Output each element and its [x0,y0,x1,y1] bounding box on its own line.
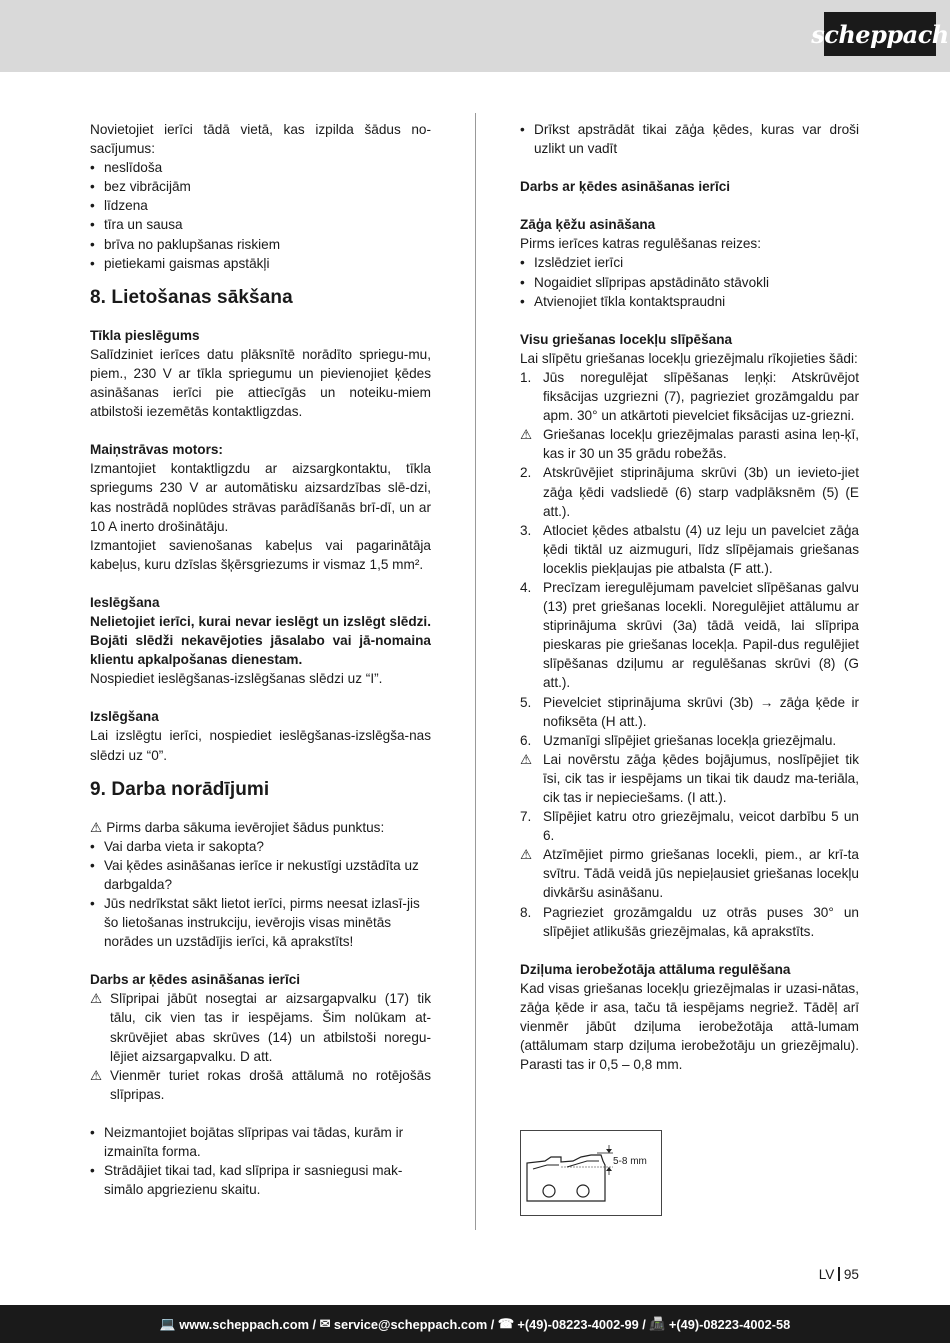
depth-text: Kad visas griešanas locekļu griezējmalas ir uzasi-nātas, zāģa ķēde ir asa, taču tā iespējams negriež. Tādēļ arī vienmēr jābūt dziļuma ierobežotāja attā-lumam (attālumam starp dziļuma ierobežotāju un griezējmalu). Parasti tas ir 0,5 – 0,8 mm. [520,980,859,1073]
computer-icon: 💻 [159,1316,180,1331]
step-number: 7. [520,809,532,825]
figure-label: 5-8 mm [613,1156,647,1167]
tail-list [90,1123,431,1199]
list-item: • neslīdoša [90,158,431,177]
footer-bar [0,1305,950,1343]
chain-heading: Zāģa ķēžu asināšana [520,217,656,233]
warning-triangle-icon: ⚠ [90,1067,103,1083]
chain-list [520,253,859,310]
motor-heading: Maiņstrāvas motors: [90,442,223,458]
warning-triangle-icon: ⚠ [520,427,533,443]
section-9-title: 9. Darba norādījumi [90,778,270,800]
intro-list [90,158,431,273]
page-number [819,1267,859,1282]
section-8-title: 8. Lietošanas sākšana [90,286,293,308]
step-number: 2. [520,465,532,481]
page-separator [838,1267,840,1281]
switch-on-text: Nospiediet ieslēgšanas-izslēgšanas slēdzi uz “I”. [90,671,383,687]
warning-triangle-icon: ⚠ [520,751,533,767]
header-bar [0,0,950,72]
chain-intro: Pirms ierīces katras regulēšanas reizes: [520,236,761,252]
step-item: 2. Atskrūvējiet stiprinājuma skrūvi (3b) un ievieto-jiet zāģa ķēdi vadsliedē (6) starp vadplāksnēm (5) (E att.). [520,465,859,519]
links-intro: Lai slīpētu griešanas locekļu griezējmalu rīkojieties šādi: [520,350,858,366]
list-item: • Atvienojiet tīkla kontaktspraudni [520,292,859,311]
footer-email[interactable]: service@scheppach.com / [333,1316,495,1332]
guard-warning: ⚠ Slīpripai jābūt nosegtai ar aizsargapvalku (17) tik tālu, cik vien tas ir iespējams. Šim nolūkam at-skrūvējiet abas skrūves (14) un atbilstoši noregu-lējiet aizsargapvalku. D att. [90,991,431,1064]
step-number: 6. [520,732,532,748]
list-item: • Vai ķēdes asināšanas ierīce ir nekustīgi uzstādīta uz darbgalda? [90,856,431,894]
step-item: 1. Jūs noregulējat slīpēšanas leņķi: Atskrūvējot fiksācijas uzgriezni (7), pagrieziet grozāmgaldu par apm. 30° un atkārtoti pievelciet fiksācijas uz-griezni. [520,369,859,424]
list-item: • pietiekami gaismas apstākļi [90,254,431,273]
intro-text: Novietojiet ierīci tādā vietā, kas izpilda šādus no-sacījumus: [90,122,431,157]
footer-phone: +(49)-08223-4002-99 / [517,1316,646,1332]
step-number: 5. [520,694,532,710]
footer-web[interactable]: www.scheppach.com / [179,1316,317,1332]
brand-logo: scheppach [824,12,936,56]
steps-list [520,368,859,941]
step-warning: ⚠ Lai novērstu zāģa ķēdes bojājumus, noslīpējiet tik īsi, cik tas ir iespējams un tikai tik daudz ma-teriāla, cik tas ir nepieciešams. (I att.). [520,751,859,805]
switch-on-warning: Nelietojiet ierīci, kurai nevar ieslēgt un izslēgt slēdzi. Bojāti slēdži nekavējoties jāsalabo vai jā-nomaina klientu apkalpošanas dienestam. [90,613,431,668]
warning-triangle-icon: ⚠ [90,991,103,1007]
step-item: 6. Uzmanīgi slīpējiet griešanas locekļa griezējmalu. [520,731,859,750]
footer-fax: +(49)-08223-4002-58 [668,1316,791,1332]
step-number: 4. [520,579,532,595]
top-list [520,120,859,158]
step-item: 5. Pievelciet stiprinājuma skrūvi (3b) → zāģa ķēde ir nofiksēta (H att.). [520,694,859,729]
step-number: 1. [520,369,532,385]
chain-link-drawing [521,1131,661,1215]
depth-gauge-figure [520,1130,662,1216]
switch-off-text: Lai izslēgtu ierīci, nospiediet ieslēgšanas-izslēgša-nas slēdzi uz “0”. [90,728,431,763]
list-item: • Nogaidiet slīpripas apstādināto stāvokli [520,273,859,292]
motor-text-2: Izmantojiet savienošanas kabeļus vai pagarinātāja kabeļus, kuru dzīslas šķērsgriezums ir vismaz 1,5 mm². [90,537,431,572]
step-warning: ⚠ Atzīmējiet pirmo griešanas locekli, piem., ar krī-ta svītru. Tādā veidā jūs nepieļausiet griešanas locekļu divkāršu asināšanu. [520,847,859,901]
page-num: 95 [843,1267,859,1282]
list-item: • līdzena [90,196,431,215]
links-heading: Visu griešanas locekļu slīpēšana [520,331,733,347]
sharpener-heading-left: Darbs ar ķēdes asināšanas ierīci [90,972,301,988]
sharpener-heading-right: Darbs ar ķēdes asināšanas ierīci [520,179,731,195]
left-column [90,120,431,1199]
depth-heading: Dziļuma ierobežotāja attāluma regulēšana [520,961,791,977]
work-list [90,837,431,952]
list-item: • Jūs nedrīkstat sākt lietot ierīci, pirms neesat izlasī-jis šo lietošanas instrukciju, ievērojis visas minētās norādes un uzstādījis ierīci, kā aprakstīts! [90,894,431,951]
warning-triangle-icon: ⚠ [520,847,533,863]
column-divider [475,113,476,1230]
switch-on-heading: Ieslēgšana [90,594,160,610]
step-number: 8. [520,904,532,920]
hands-warning: ⚠ Vienmēr turiet rokas drošā attālumā no rotējošās slīpripas. [90,1067,431,1102]
step-item: 3. Atlociet ķēdes atbalstu (4) uz leju un pavelciet zāģa ķēdi tiktāl uz aizmuguri, līdz slīpējamais griešanas loceklis piekļaujas pie atbalsta (F att.). [520,522,859,576]
list-item: • Vai darba vieta ir sakopta? [90,837,431,856]
fax-icon: 📠 [645,1316,669,1331]
list-item: • brīva no paklupšanas riskiem [90,235,431,254]
step-item: 8. Pagrieziet grozāmgaldu uz otrās puses 30° un slīpējiet atlikušās griezējmalas, kā aprakstīts. [520,904,859,939]
step-item: 7. Slīpējiet katru otro griezējmalu, veicot darbību 5 un 6. [520,809,859,844]
warning-triangle-icon: ⚠ [90,819,103,835]
mains-heading: Tīkla pieslēgums [90,327,200,343]
phone-icon: ☎ [494,1316,518,1331]
list-item: • Strādājiet tikai tad, kad slīpripa ir sasniegusi mak-simālo apgriezienu skaitu. [90,1161,431,1199]
mains-text: Salīdziniet ierīces datu plāksnītē norādīto spriegu-mu, piem., 230 V ar tīkla spriegumu un pievienojiet ķēdes asināšanas ierīci pie attiecīgās un noteiku-miem atbilstoši iezemētās kontaktligzdas. [90,346,431,420]
list-item: • Drīkst apstrādāt tikai zāģa ķēdes, kuras var droši uzlikt un vadīt [520,120,859,158]
list-item: • bez vibrācijām [90,177,431,196]
step-item: 4. Precīzam ieregulējumam pavelciet slīpēšanas galvu (13) pret griešanas locekli. Noregulējiet attālumu ar stiprinājuma skrūvi (3a) tādā veidā, lai slīpripa pieskaras pie griešanas locekļa. Papil-dus regulējiet slīpēšanas dziļumu ar regulēšanas skrūvi (8) (G att.). [520,579,859,691]
step-warning: ⚠ Griešanas locekļu griezējmalas parasti asina leņ-ķī, kas ir 30 un 35 grādu robežās. [520,427,859,462]
list-item: • tīra un sausa [90,215,431,234]
motor-text-1: Izmantojiet kontaktligzdu ar aizsargkontaktu, tīkla spriegums 230 V ar automātisku aizsardzības slē-dzi, kas nostrādā noplūdes strāvas parādīšanās brī-dī, un ar 10 A inerto drošinātāju. [90,461,431,534]
work-warning: ⚠ Pirms darba sākuma ievērojiet šādus punktus: [90,819,385,835]
step-number: 3. [520,522,532,538]
page-lang: LV [818,1267,835,1282]
right-column [520,120,859,1074]
list-item: • Izslēdziet ierīci [520,253,859,272]
mail-icon: ✉ [316,1316,334,1331]
list-item: • Neizmantojiet bojātas slīpripas vai tādas, kurām ir izmainīta forma. [90,1123,431,1161]
switch-off-heading: Izslēgšana [90,709,159,725]
